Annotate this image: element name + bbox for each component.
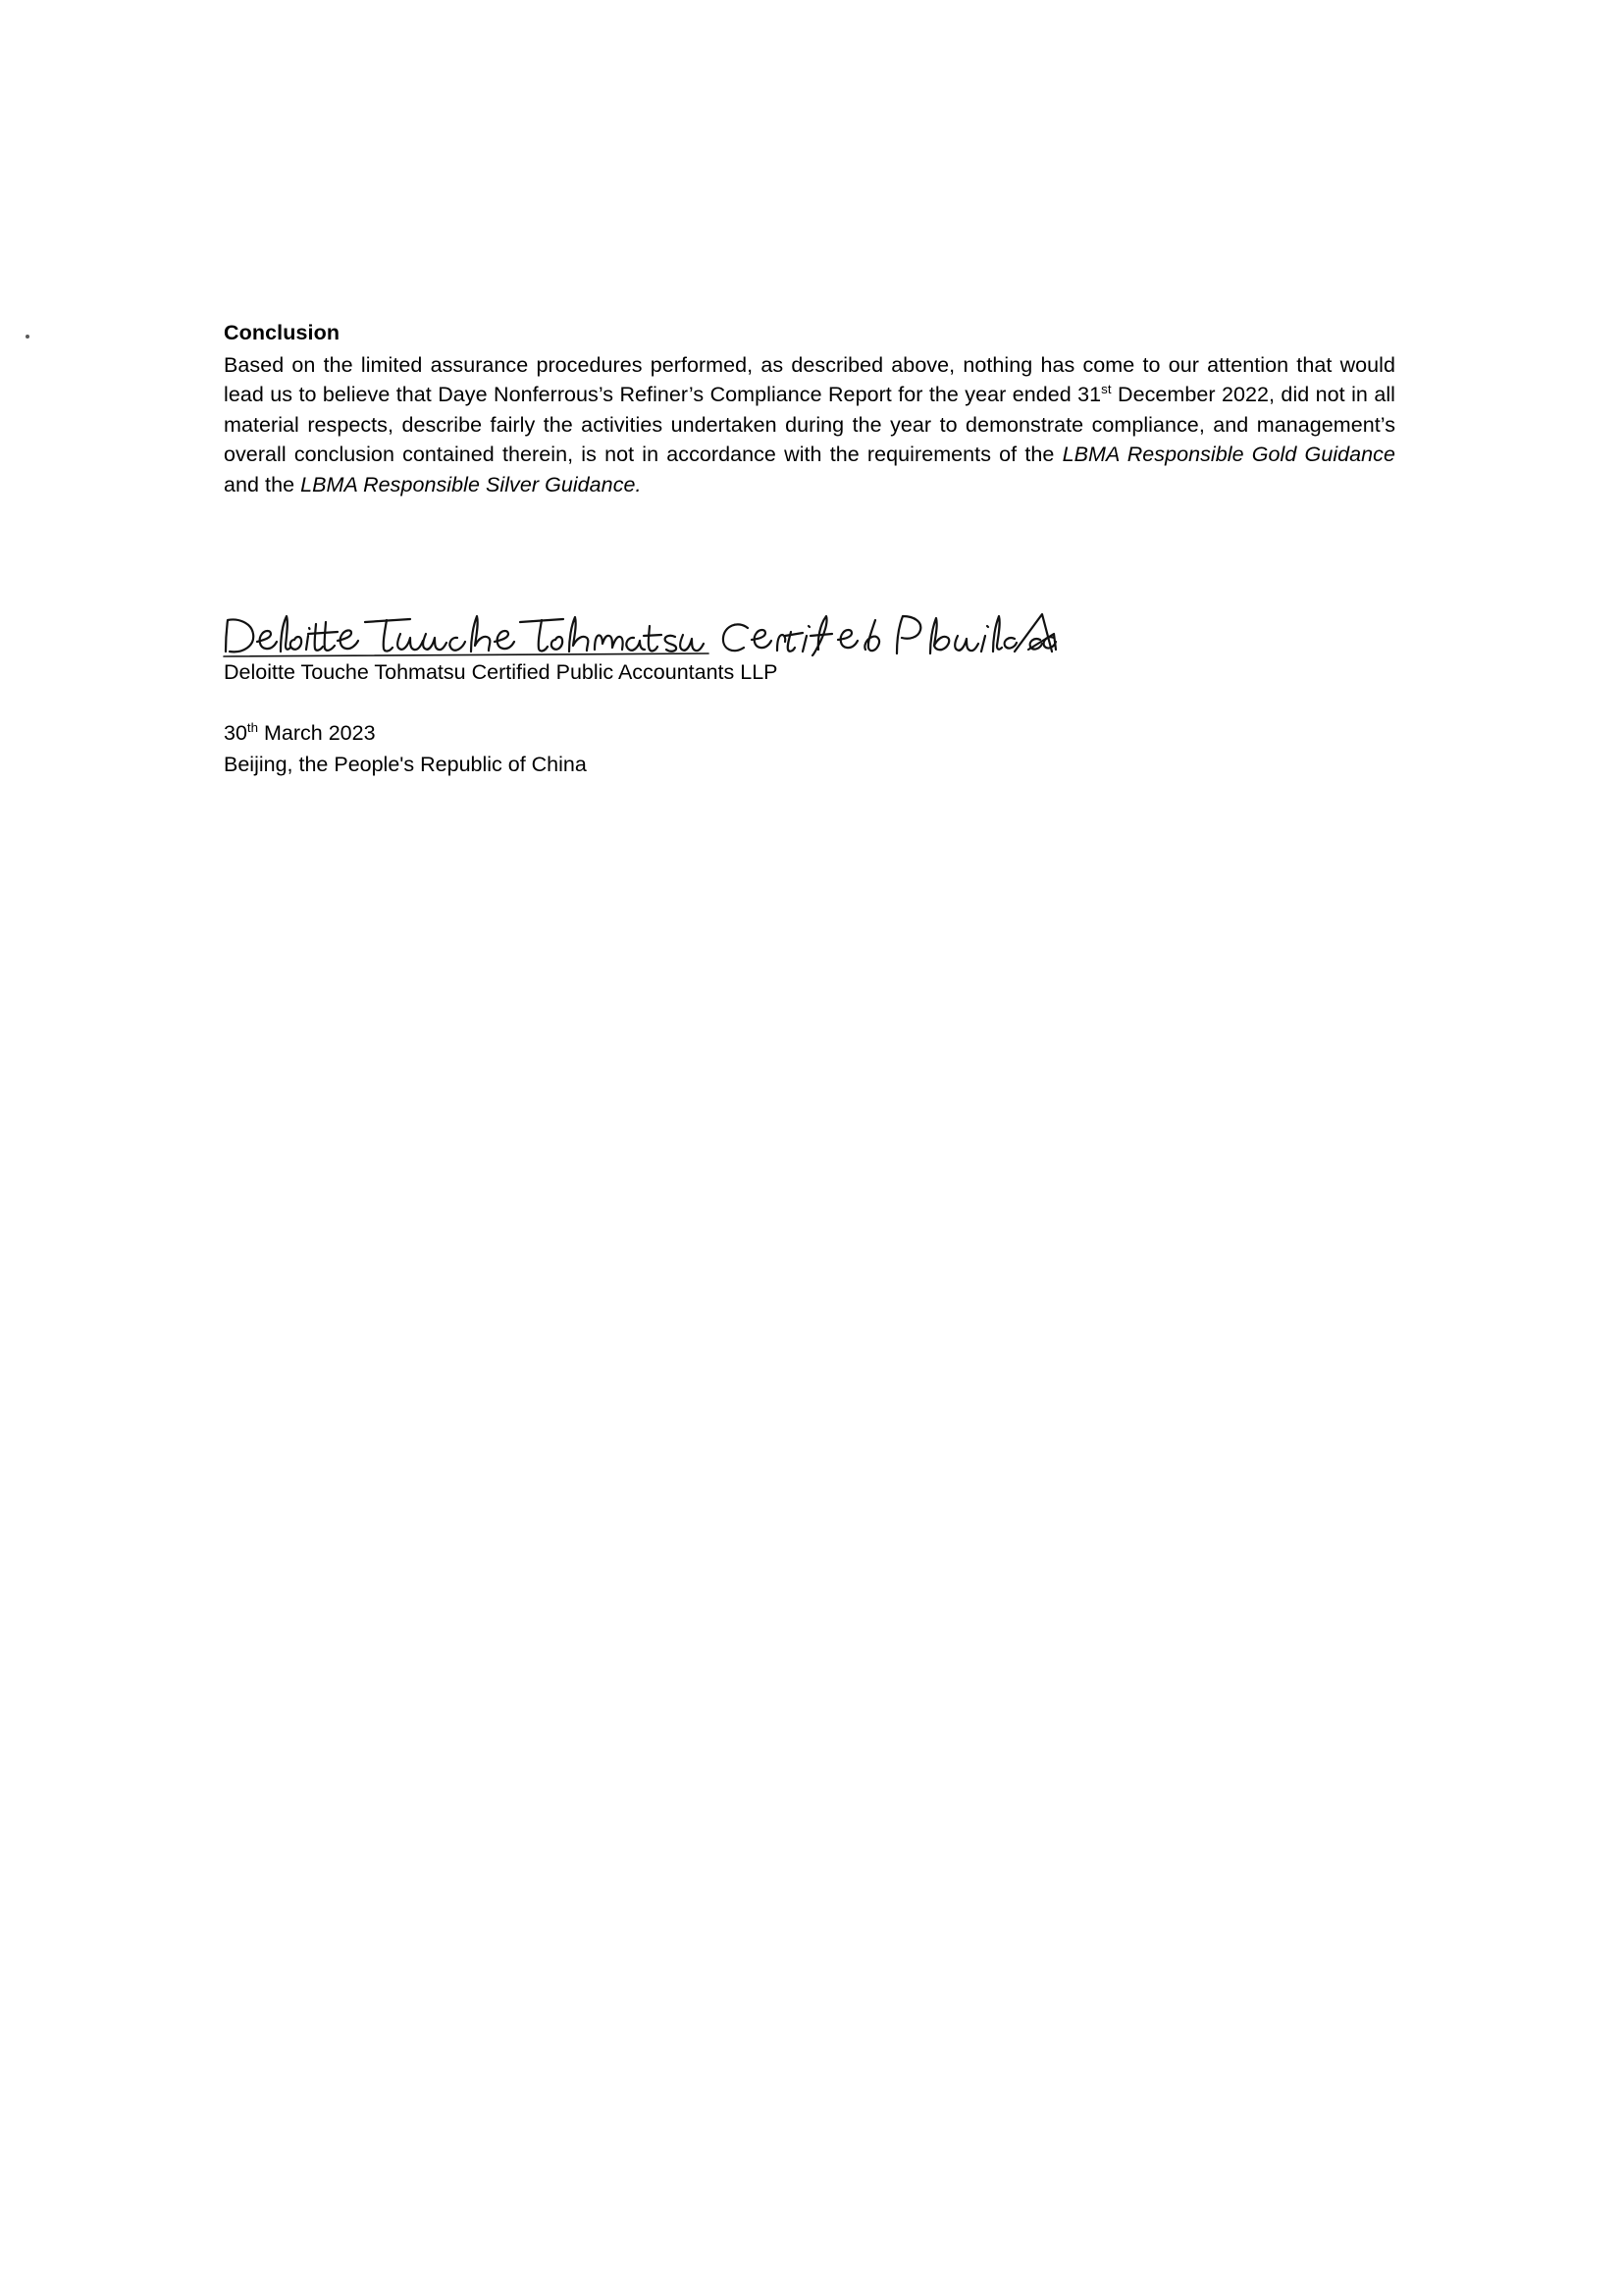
- date-ordinal: th: [246, 719, 259, 735]
- conclusion-section: [224, 318, 1395, 499]
- signature-printed-name: Deloitte Touche Tohmatsu Certified Public Accountants LLP: [224, 660, 778, 684]
- paragraph-part-2: December 2022, did not in all material respects, describe fairly the activities undertaken during the year to demonstrate compliance, and management’s overall conclusion contained therein, is not in accordance with the requirements of the: [224, 383, 1395, 467]
- date-rest: March 2023: [258, 721, 376, 745]
- date-day: 30: [224, 721, 247, 745]
- paragraph-part-1: Based on the limited assurance procedures performed, as described above, nothing has come to our attention that would lead us to believe that Daye Nonferrous’s Refiner’s Compliance Report for the year ended 31: [224, 352, 1395, 407]
- stray-mark: [26, 335, 29, 339]
- signature-date: [224, 718, 376, 749]
- section-heading: Conclusion: [224, 321, 340, 344]
- signature-place: Beijing, the People's Republic of China: [224, 753, 587, 776]
- guidance-gold-title: LBMA Responsible Gold Guidance: [1062, 443, 1395, 467]
- conclusion-paragraph: [224, 350, 1395, 500]
- paragraph-part-3: and the: [224, 472, 301, 496]
- guidance-silver-title: LBMA Responsible Silver Guidance.: [300, 472, 642, 496]
- ordinal-suffix-date: st: [1101, 381, 1112, 396]
